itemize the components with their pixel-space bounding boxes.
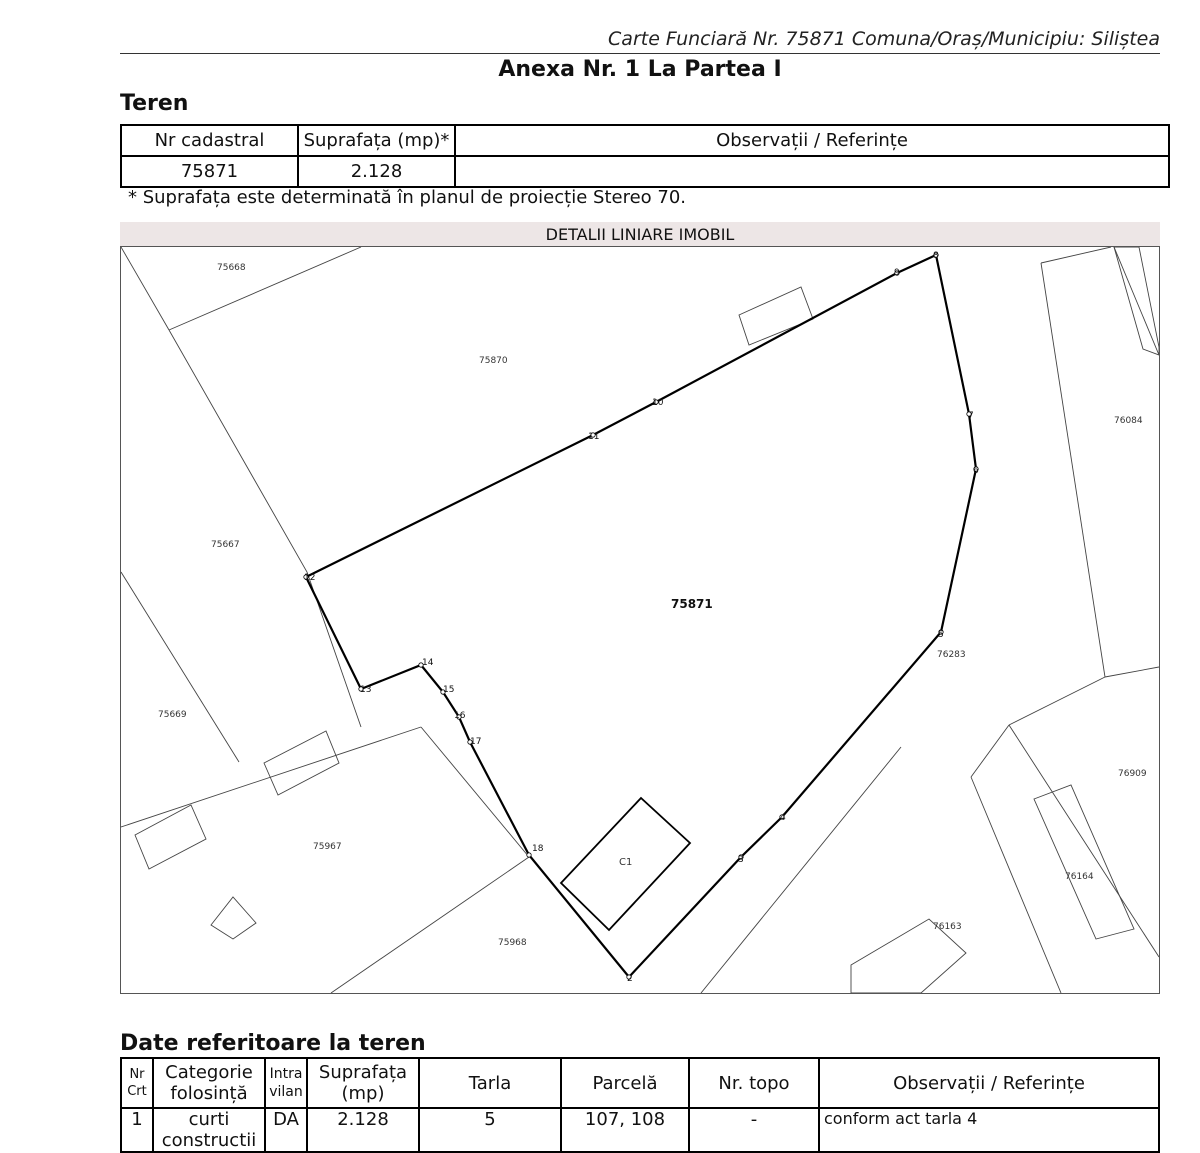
neighbor-76909: 76909 xyxy=(1118,769,1147,779)
vertex-label-9: 9 xyxy=(894,268,900,278)
cadastral-map xyxy=(120,246,1160,994)
col-header-tarla: Tarla xyxy=(419,1058,561,1108)
vertex-label-7: 7 xyxy=(968,411,974,421)
vertex-label-11: 11 xyxy=(588,432,600,442)
map-title: DETALII LINIARE IMOBIL xyxy=(120,222,1160,246)
teren-header-row xyxy=(121,125,1169,156)
vertex-label-18: 18 xyxy=(532,844,544,854)
col-header-intravilan: Intra vilan xyxy=(265,1058,307,1108)
neighbor-76164: 76164 xyxy=(1065,872,1094,882)
date-teren-section-title: Date referitoare la teren xyxy=(120,1031,426,1056)
vertex-label-3: 3 xyxy=(738,855,744,865)
neighbor-75669: 75669 xyxy=(158,710,187,720)
col-header-observations: Observații / Referințe xyxy=(819,1058,1159,1108)
vertex-label-16: 16 xyxy=(454,711,466,721)
area-footnote: * Suprafața este determinată în planul de proiecție Stereo 70. xyxy=(128,187,687,208)
vertex-label-4: 4 xyxy=(780,813,786,823)
vertex-label-12: 12 xyxy=(304,573,316,583)
cell-nr-crt: 1 xyxy=(121,1108,153,1152)
vertex-label-17: 17 xyxy=(470,737,482,747)
col-header-nr-crt: Nr Crt xyxy=(121,1058,153,1108)
neighbor-76283: 76283 xyxy=(937,650,966,660)
cell-parcela: 107, 108 xyxy=(561,1108,689,1152)
cell-tarla: 5 xyxy=(419,1108,561,1152)
cell-observations xyxy=(455,156,1169,187)
cell-category: curti constructii xyxy=(153,1108,265,1152)
cell-area: 2.128 xyxy=(307,1108,419,1152)
col-header-category: Categorie folosință xyxy=(153,1058,265,1108)
cell-area: 2.128 xyxy=(298,156,455,187)
neighbor-75967: 75967 xyxy=(313,842,342,852)
neighbor-75870: 75870 xyxy=(479,356,508,366)
neighbor-76163: 76163 xyxy=(933,922,962,932)
vertex-label-10: 10 xyxy=(652,398,664,408)
main-parcel-label: 75871 xyxy=(671,597,713,611)
teren-data-row xyxy=(121,156,1169,187)
neighbor-boundaries xyxy=(121,247,1159,993)
col-header-parcela: Parcelă xyxy=(561,1058,689,1108)
col-header-nr-topo: Nr. topo xyxy=(689,1058,819,1108)
vertex-label-6: 6 xyxy=(973,466,979,476)
teren-table xyxy=(120,124,1170,188)
table-row xyxy=(121,1108,1159,1152)
parcel-75871-boundary xyxy=(306,255,976,977)
vertex-label-14: 14 xyxy=(422,658,434,668)
neighbor-76084: 76084 xyxy=(1114,416,1143,426)
vertex-label-15: 15 xyxy=(443,685,455,695)
cadastral-map-svg xyxy=(121,247,1159,993)
building-label: C1 xyxy=(619,857,633,868)
neighbor-labels xyxy=(158,263,1147,948)
neighbor-75668: 75668 xyxy=(217,263,246,273)
header-divider xyxy=(120,53,1160,54)
cell-intravilan: DA xyxy=(265,1108,307,1152)
vertex-label-8: 8 xyxy=(933,251,939,261)
col-header-area: Suprafața (mp)* xyxy=(298,125,455,156)
cell-cadastral: 75871 xyxy=(121,156,298,187)
date-teren-table xyxy=(120,1057,1160,1153)
land-book-reference: Carte Funciară Nr. 75871 Comuna/Oraș/Municipiu: Siliștea xyxy=(608,28,1160,50)
vertex-labels xyxy=(304,251,979,984)
col-header-cadastral: Nr cadastral xyxy=(121,125,298,156)
vertex-label-5: 5 xyxy=(938,630,944,640)
vertex-markers xyxy=(304,253,978,979)
col-header-observations: Observații / Referințe xyxy=(455,125,1169,156)
neighbor-75968: 75968 xyxy=(498,938,527,948)
date-teren-header-row xyxy=(121,1058,1159,1108)
neighbor-buildings xyxy=(135,247,1159,993)
neighbor-75667: 75667 xyxy=(211,540,240,550)
teren-section-title: Teren xyxy=(120,91,189,116)
cell-nr-topo: - xyxy=(689,1108,819,1152)
col-header-area: Suprafața (mp) xyxy=(307,1058,419,1108)
vertex-label-13: 13 xyxy=(360,685,372,695)
annex-title: Anexa Nr. 1 La Partea I xyxy=(498,57,782,82)
cell-observations: conform act tarla 4 xyxy=(819,1108,1159,1152)
vertex-label-2: 2 xyxy=(627,974,633,984)
